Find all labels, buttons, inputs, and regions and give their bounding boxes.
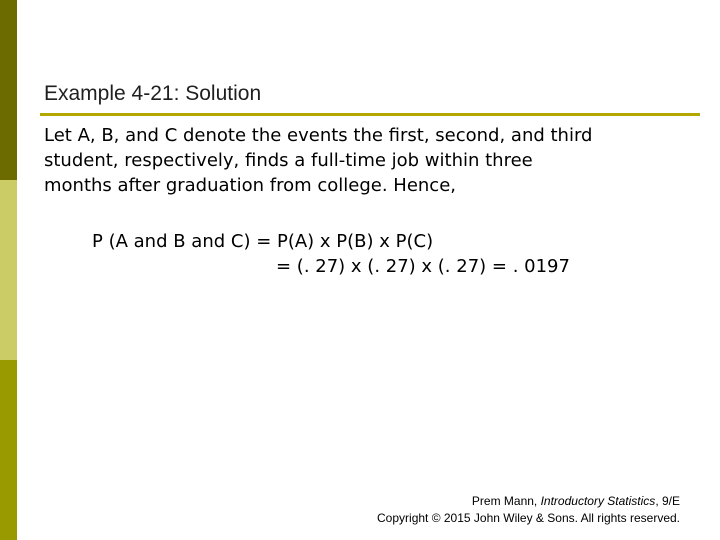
sidebar-band-bottom	[0, 360, 17, 540]
footer-edition: , 9/E	[655, 494, 680, 508]
sidebar-band-middle	[0, 180, 17, 360]
slide-footer	[377, 493, 680, 527]
title-rule	[40, 113, 700, 116]
sidebar-band-top	[0, 0, 17, 180]
footer-copyright: Copyright © 2015 John Wiley & Sons. All rights reserved.	[377, 511, 680, 525]
footer-book-title: Introductory Statistics	[540, 494, 656, 508]
equation-line-1: P (A and B and C) = P(A) x P(B) x P(C)	[92, 231, 434, 252]
solution-paragraph: Let A, B, and C denote the events the first, second, and third student, respectively, finds a full-time job within three months after graduation from college. Hence,	[44, 125, 593, 196]
equation-line-2: = (. 27) x (. 27) x (. 27) = . 0197	[276, 256, 570, 277]
footer-author: Prem Mann,	[471, 494, 541, 508]
footer-citation	[377, 493, 680, 510]
slide-title: Example 4-21: Solution	[44, 82, 262, 105]
